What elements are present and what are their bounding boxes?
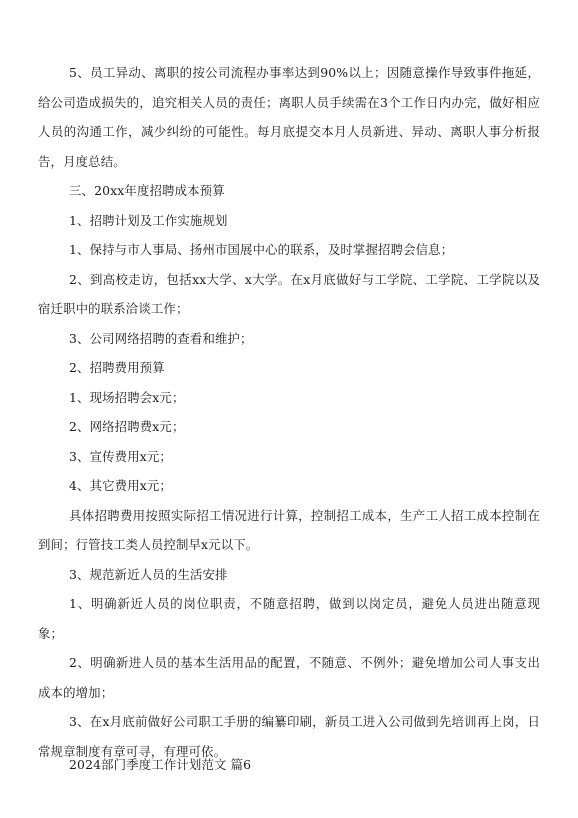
paragraph-online-cost: 2、网络招聘费x元； <box>69 419 185 434</box>
paragraph-job-fair-cost: 1、现场招聘会x元； <box>69 389 185 405</box>
paragraph-contact-hr-bureau: 1、保持与市人事局、扬州市国展中心的联系，及时掌握招聘会信息； <box>69 242 454 257</box>
paragraph-cost-control: 具体招聘费用按照实际招工情况进行计算，控制招工成本，生产工人招工成本控制在到间；行管技工类人员控制早x元以下。 <box>38 507 540 552</box>
paragraph-living-supplies: 2、明确新进人员的基本生活用品的配置，不随意、不例外；避免增加公司人事支出成本的增加； <box>38 655 540 700</box>
paragraph-promotion-cost: 3、宣传费用x元； <box>69 448 172 464</box>
heading-new-staff-arrangements: 3、规范新近人员的生活安排 <box>69 566 228 582</box>
paragraph-university-visits: 2、到高校走访，包括xx大学、x大学。在x月底做好与工学院、工学院、工学院以及宿迁职中的联系洽谈工作； <box>38 271 540 316</box>
heading-recruitment-cost-budget: 三、20xx年度招聘成本预算 <box>69 183 225 198</box>
paragraph-online-recruitment: 3、公司网络招聘的查看和维护； <box>69 330 253 346</box>
paragraph-employee-handbook: 3、在x月底前做好公司职工手册的编纂印刷，新员工进入公司做到先培训再上岗，日常规章制度有章可寻，有理可依。 <box>38 714 540 759</box>
paragraph-job-responsibilities: 1、明确新近人员的岗位职责，不随意招聘，做到以岗定员，避免人员进出随意现象； <box>38 596 540 641</box>
heading-recruitment-plan: 1、招聘计划及工作实施规划 <box>69 212 228 228</box>
section-title: 2024部门季度工作计划范文 篇6 <box>69 757 252 772</box>
paragraph-other-cost: 4、其它费用x元； <box>69 478 172 493</box>
paragraph-employee-turnover: 5、员工异动、离职的按公司流程办事率达到90%以上；因随意操作导致事件拖延，给公司造成损失的，追究相关人员的责任；离职人员手续需在3个工作日内办完，做好相应人员的沟通工作，减少纠纷的可能性。每月底提交本月人员新进、异动、离职人事分析报告，月度总结。 <box>38 65 540 169</box>
heading-recruitment-expense-budget: 2、招聘费用预算 <box>69 360 165 375</box>
